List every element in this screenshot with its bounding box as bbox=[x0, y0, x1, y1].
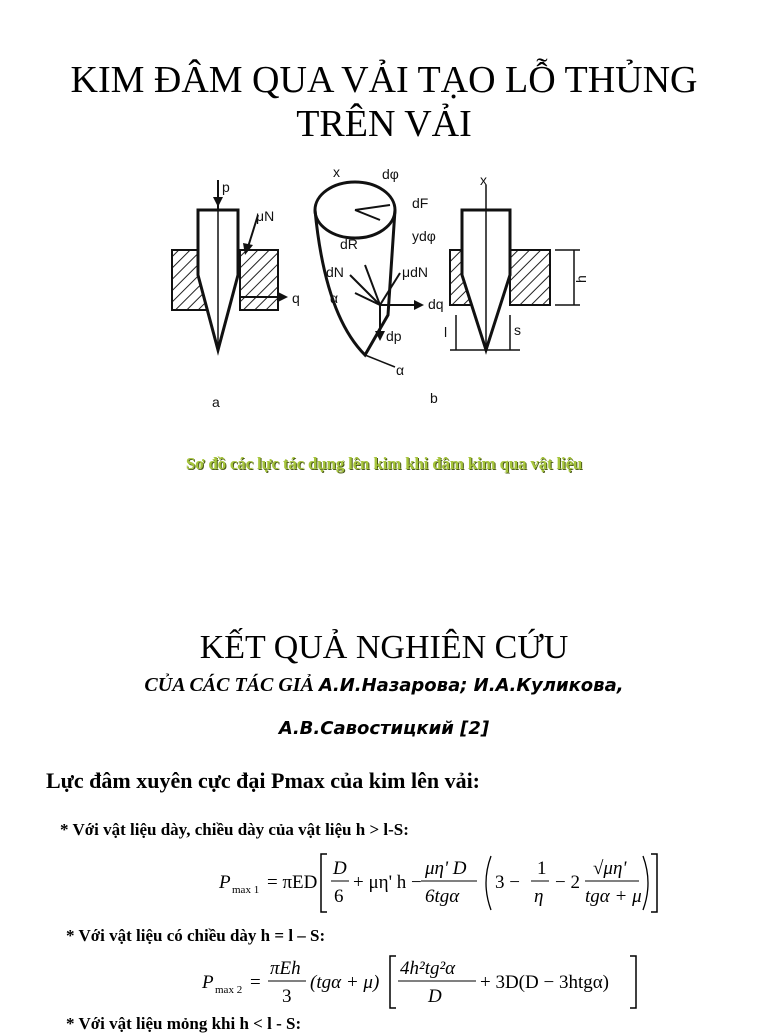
authors-line-1 bbox=[0, 674, 768, 697]
svg-text:D: D bbox=[333, 858, 347, 879]
max-force-heading: Lực đâm xuyên cực đại Pmax của kim lên vải: bbox=[46, 768, 481, 793]
svg-text:3: 3 bbox=[282, 986, 292, 1007]
figure-c bbox=[444, 172, 589, 350]
svg-text:max 2: max 2 bbox=[215, 984, 243, 996]
label-dn: dN bbox=[326, 264, 344, 280]
label-alpha-2: α bbox=[396, 362, 405, 378]
label-a: a bbox=[212, 394, 220, 410]
slide-title-line-1: KIM ĐÂM QUA VẢI TẠO LỖ THỦNG bbox=[70, 59, 698, 101]
label-h: h bbox=[573, 275, 589, 283]
label-dq: dq bbox=[428, 296, 444, 312]
label-dphi: dφ bbox=[382, 166, 399, 182]
label-s: s bbox=[514, 322, 521, 338]
authors-names: А.И.Назарова; И.А.Куликова, bbox=[318, 675, 624, 696]
svg-text:=: = bbox=[250, 972, 261, 993]
svg-text:4h²tg²α: 4h²tg²α bbox=[400, 958, 456, 979]
authors-prefix: CỦA CÁC TÁC GIẢ bbox=[144, 674, 314, 696]
svg-text:6tgα: 6tgα bbox=[425, 886, 460, 907]
label-dp: dp bbox=[386, 328, 402, 344]
case-equal-thickness: * Với vật liệu có chiều dày h = l – S: bbox=[66, 926, 326, 945]
slide-title bbox=[0, 58, 768, 146]
figure-caption: Sơ đồ các lực tác dụng lên kim khi đâm kim qua vật liệu bbox=[185, 454, 583, 473]
svg-text:+ 3D(D − 3htgα): + 3D(D − 3htgα) bbox=[480, 972, 610, 993]
label-alpha-1: α bbox=[330, 290, 339, 306]
figure-a bbox=[172, 179, 300, 410]
label-b: b bbox=[430, 390, 438, 406]
svg-text:P: P bbox=[202, 972, 214, 993]
svg-text:tgα + μ: tgα + μ bbox=[585, 886, 642, 907]
label-l: l bbox=[444, 324, 448, 340]
formula-pmax-2 bbox=[200, 950, 650, 1012]
formula-pmax-1 bbox=[215, 846, 665, 916]
figure-b bbox=[315, 165, 444, 406]
authors-names-2: А.В.Савостицкий [2] bbox=[278, 718, 490, 739]
case-thick-material: * Với vật liệu dày, chiều dày của vật liệu h > l-S: bbox=[60, 820, 409, 839]
slide-title-line-2: TRÊN VẢI bbox=[296, 103, 472, 145]
label-mu-dn: μdN bbox=[402, 264, 428, 280]
case-thin-material: * Với vật liệu mỏng khi h < l - S: bbox=[66, 1014, 302, 1033]
svg-text:η: η bbox=[534, 886, 544, 907]
svg-text:= πED: = πED bbox=[267, 872, 318, 893]
label-x-b: x bbox=[333, 165, 340, 180]
label-q: q bbox=[292, 290, 300, 306]
svg-text:6: 6 bbox=[334, 886, 344, 907]
svg-text:P: P bbox=[219, 872, 231, 893]
svg-text:3 −: 3 − bbox=[495, 872, 520, 893]
svg-text:√μη': √μη' bbox=[593, 858, 627, 879]
label-x-c: x bbox=[480, 172, 487, 188]
svg-text:1: 1 bbox=[537, 858, 547, 879]
authors-line-2 bbox=[0, 717, 768, 740]
svg-text:− 2: − 2 bbox=[555, 872, 580, 893]
label-df: dF bbox=[412, 195, 429, 211]
label-ydphi: ydφ bbox=[412, 228, 436, 244]
svg-text:+ μη' h −: + μη' h − bbox=[353, 872, 422, 893]
results-title: KẾT QUẢ NGHIÊN CỨU bbox=[199, 629, 569, 666]
svg-text:D: D bbox=[428, 986, 442, 1007]
svg-text:μη' D: μη' D bbox=[425, 858, 467, 879]
svg-text:max 1: max 1 bbox=[232, 884, 260, 896]
label-dr: dR bbox=[340, 236, 358, 252]
needle-force-diagram bbox=[150, 165, 600, 415]
label-p: p bbox=[222, 179, 230, 195]
svg-text:πEh: πEh bbox=[270, 958, 301, 979]
label-mu-n: μN bbox=[256, 208, 275, 224]
svg-text:(tgα + μ): (tgα + μ) bbox=[310, 972, 380, 993]
